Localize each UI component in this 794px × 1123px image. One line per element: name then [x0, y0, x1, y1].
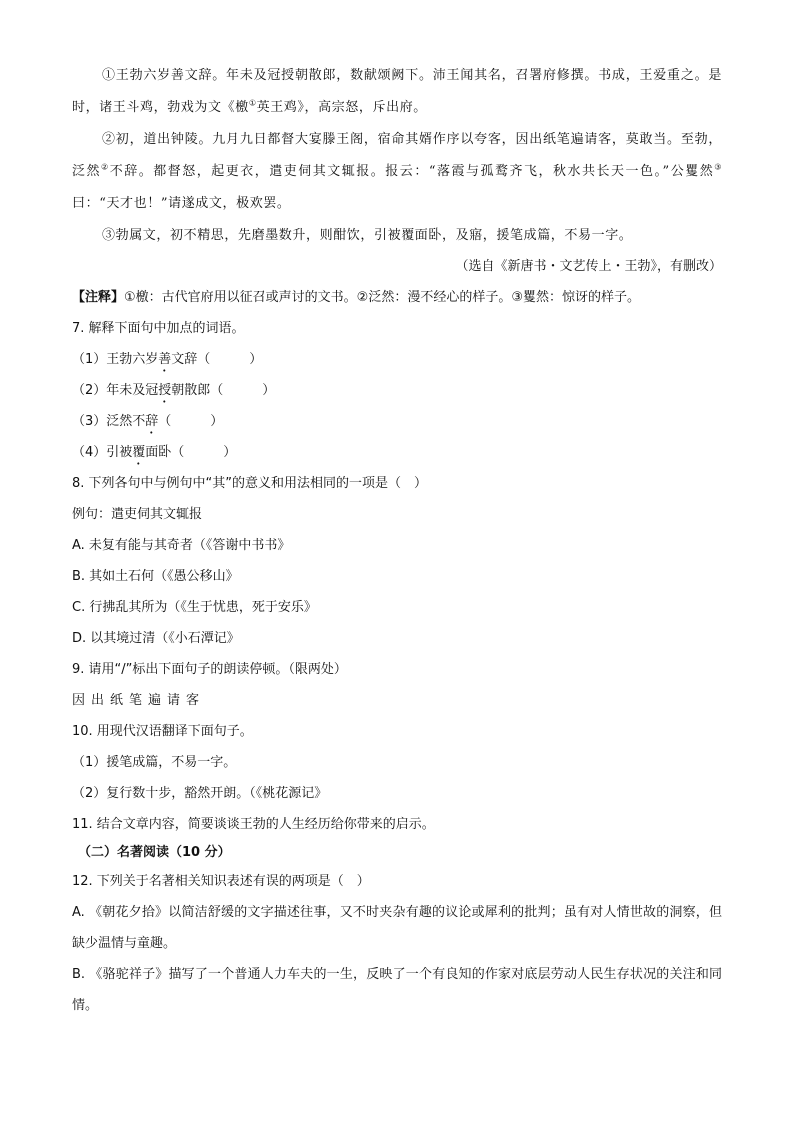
question-8-option-b: B. 其如土石何（《愚公移山》: [72, 569, 239, 584]
document-page: [72, 60, 722, 1021]
footnote-ref-1: ①: [248, 98, 257, 108]
question-7-item-2: （2）年未及冠授朝散郎（ ）: [72, 383, 276, 398]
passage-paragraph-3: ③勃属文，初不精思，先磨墨数升，则酣饮，引被覆面卧，及寤，援笔成篇，不易一字。: [102, 228, 633, 243]
question-12-option-a: A. 《朝花夕拾》以简洁舒缓的文字描述往事，又不时夹杂有趣的议论或犀利的批判；虽有对人情世故的洞察，但缺少温情与童趣。: [72, 905, 722, 951]
question-8-example: 例句：遣吏伺其文辄报: [72, 507, 203, 522]
dotted-word: 辞: [145, 414, 159, 429]
passage-source: （选自《新唐书・文艺传上・王勃》，有删改）: [455, 259, 722, 274]
paragraph-marker-3: ③: [102, 228, 116, 243]
notes-label: 【注释】: [72, 290, 125, 305]
question-10-stem: 10. 用现代汉语翻译下面句子。: [72, 724, 253, 739]
section-heading: （二）名著阅读（10 分）: [78, 845, 231, 860]
question-7-item-3: （3）泛然不辞（ ）: [72, 414, 224, 429]
footnote-ref-2: ②: [101, 162, 110, 172]
question-10-item-1: （1）援笔成篇，不易一字。: [72, 755, 237, 770]
question-8-option-d: D. 以其境过清（《小石潭记》: [72, 631, 240, 646]
question-12-stem: 12. 下列关于名著相关知识表述有误的两项是（ ）: [72, 874, 370, 889]
question-8-option-c: C. 行拂乱其所为（《生于忧患，死于安乐》: [72, 600, 317, 615]
question-11-stem: 11. 结合文章内容，简要谈谈王勃的人生经历给你带来的启示。: [72, 817, 435, 832]
question-7-item-1: （1）王勃六岁善文辞（ ）: [72, 352, 263, 367]
question-9-stem: 9. 请用“/”标出下面句子的朗读停顿。（限两处）: [72, 662, 347, 677]
question-10-item-2: （2）复行数十步，豁然开朗。（《桃花源记》: [72, 786, 328, 801]
question-7-stem: 7. 解释下面句中加点的词语。: [72, 321, 245, 336]
dotted-word: 覆: [132, 445, 146, 460]
dotted-word: 授: [158, 383, 172, 398]
passage-paragraph-2: ②初，道出钟陵。九月九日都督大宴滕王阁，宿命其婿作序以夸客，因出纸笔遍请客，莫敢当。至勃，泛然②不辞。都督怒，起更衣，遣吏伺其文辄报。报云：“落霞与孤鹜齐飞，秋水共长天一色。”公矍然③曰：“天才也！”请遂成文，极欢罢。: [72, 132, 723, 211]
question-9-sentence: 因出纸笔遍请客: [72, 693, 206, 708]
question-8-option-a: A. 未复有能与其奇者（《答谢中书书》: [72, 538, 291, 553]
paragraph-marker-2: ②: [102, 132, 116, 147]
passage-paragraph-1: ①王勃六岁善文辞。年未及冠授朝散郎，数献颂阙下。沛王闻其名，召署府修撰。书成，王爱重之。是时，诸王斗鸡，勃戏为文《檄①英王鸡》，高宗怒，斥出府。: [72, 68, 723, 115]
notes: [72, 282, 722, 313]
paragraph-marker-1: ①: [102, 68, 116, 83]
question-8-stem: 8. 下列各句中与例句中“其”的意义和用法相同的一项是（ ）: [72, 476, 428, 491]
footnote-ref-3: ③: [714, 162, 723, 172]
dotted-word: 善: [158, 352, 172, 367]
question-7-item-4: （4）引被覆面卧（ ）: [72, 445, 237, 460]
question-12-option-b: B. 《骆驼祥子》描写了一个普通人力车夫的一生，反映了一个有良知的作家对底层劳动人民生存状况的关注和同情。: [72, 967, 722, 1013]
notes-text: ①檄：古代官府用以征召或声讨的文书。②泛然：漫不经心的样子。③矍然：惊讶的样子。: [124, 290, 640, 305]
